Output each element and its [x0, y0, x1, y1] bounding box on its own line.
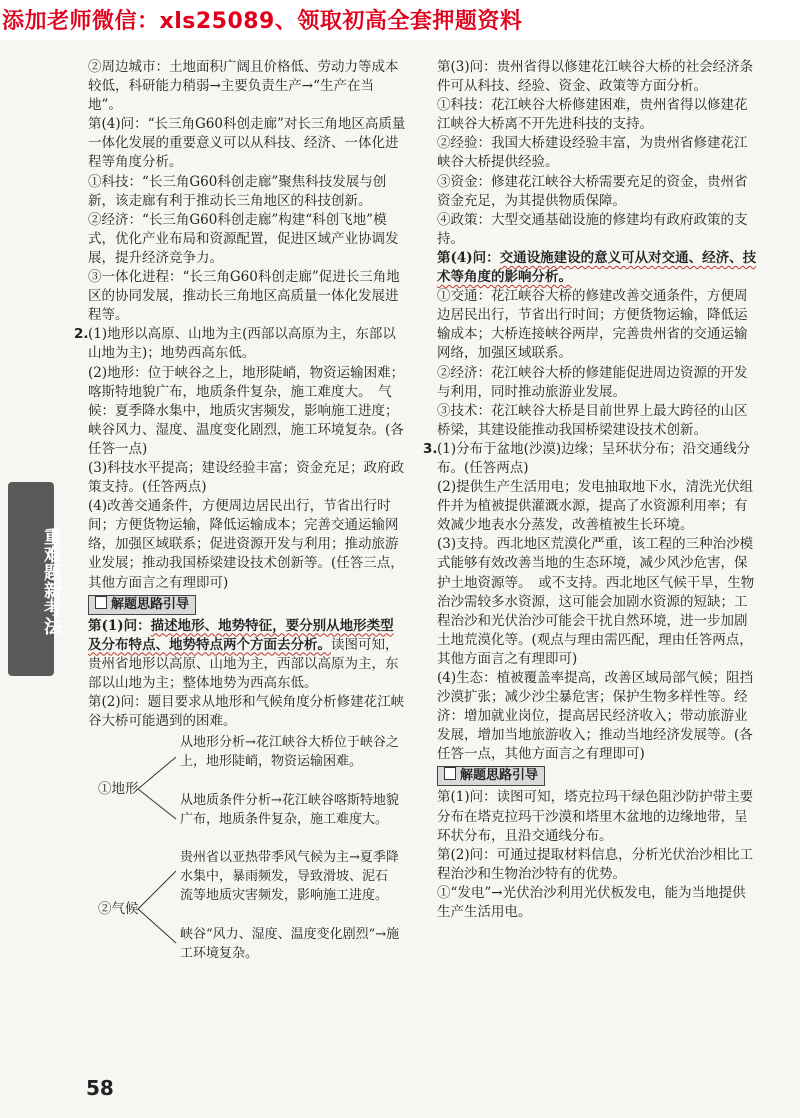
paragraph: ①交通：花江峡谷大桥的修建改善交通条件，方便周边居民出行，节省出行时间；方便货物运输，降低运输成本；大桥连接峡谷两岸，完善贵州省的交通运输网络，加强区域联系。: [437, 288, 748, 362]
paragraph: (2)提供生产生活用电；发电抽取地下水，清洗光伏组件并为植被提供灌溉水源，提高了水资源利用率；有效减少地表水分蒸发，改善植被生长环境。: [437, 479, 754, 534]
answer-2: [74, 325, 406, 363]
paragraph: (2)地形：位于峡谷之上，地形陡峭，物资运输困难；喀斯特地貌广布，地质条件复杂，施工难度大。 气候：夏季降水集中，地质灾害频发，影响施工进度；峡谷风力、湿度、温度变化剧烈，施工环境复杂。(各任答一点): [88, 364, 405, 457]
paragraph: ①科技：“长三角G60科创走廊”聚焦科技发展与创新，该走廊有利于推动长三角地区的科技创新。: [88, 173, 387, 209]
paragraph: [88, 617, 406, 693]
side-tab: [8, 482, 62, 676]
terrain-label: ①地形: [98, 781, 139, 798]
paragraph: ③技术：花江峡谷大桥是目前世界上最大跨径的山区桥梁，其建设能推动我国桥梁建设技术创新。: [437, 402, 748, 438]
paragraph: 第(4)问：“长三角G60科创走廊”对长三角地区高质量一体化发展的重要意义可以从科技、经济、一体化进程等角度分析。: [88, 116, 406, 171]
paragraph: ②经济：花江峡谷大桥的修建能促进周边资源的开发与利用，同时推动旅游业发展。: [437, 364, 748, 400]
terrain-point-1: 从地形分析→花江峡谷大桥位于峡谷之上，地形陡峭，物资运输困难。: [180, 735, 399, 770]
paragraph: (3)支持。西北地区荒漠化严重，该工程的三种治沙模式能够有效改善当地的生态环境，减少风沙危害，保护土地资源等。 或不支持。西北地区气候干旱，生物治沙需较多水资源，这可能会加剧水资源的短缺；工程治沙和光伏治沙可能会干扰自然环境，进一步加剧土地荒漠化等。(观点与理由需匹配，理由任答两点，其他方面言之有理即可): [437, 536, 755, 667]
analysis-diagram: [88, 733, 406, 965]
badge-label: 解题思路引导: [111, 596, 190, 612]
note-icon: [444, 767, 456, 780]
paragraph: 第(2)问：可通过提取材料信息，分析光伏治沙相比工程治沙和生物治沙特有的优势。: [437, 846, 754, 882]
paragraph: ③资金：修建花江峡谷大桥需要充足的资金，贵州省资金充足，为其提供物质保障。: [437, 173, 748, 209]
page-number: 58: [86, 1076, 114, 1100]
guide-badge: [437, 766, 545, 786]
answer-text: (1)地形以高原、山地为主(西部以高原为主，东部以山地为主)；地势西高东低。: [88, 326, 396, 362]
paragraph: ②经验：我国大桥建设经验丰富，为贵州省修建花江峡谷大桥提供经验。: [437, 135, 748, 171]
climate-point-1: 贵州省以亚热带季风气候为主→夏季降水集中，暴雨频发，导致滑坡、泥石流等地质灾害频发，影响施工进度。: [180, 850, 399, 904]
paragraph: (4)生态：植被覆盖率提高，改善区域局部气候；阻挡沙漠扩张；减少沙尘暴危害；保护生物多样性等。经济：增加就业岗位，提高居民经济收入；带动旅游业发展，增加当地旅游收入；推动当地经济发展等。(各任答一点，其他方面言之有理即可): [437, 670, 754, 763]
paragraph: ④政策：大型交通基础设施的修建均有政府政策的支持。: [437, 211, 748, 247]
paragraph: ②经济：“长三角G60科创走廊”构建“科创飞地”模式，优化产业布局和资源配置，促进区域产业协调发展，提升经济竞争力。: [88, 211, 399, 266]
question-number: 3.: [423, 440, 438, 457]
paragraph: 第(1)问：读图可知，塔克拉玛干绿色阻沙防护带主要分布在塔克拉玛干沙漠和塔里木盆地的边缘地带，呈环状分布，且沿交通线分布。: [437, 789, 754, 844]
paragraph: 第(2)问：题目要求从地形和气候角度分析修建花江峡谷大桥可能遇到的困难。: [88, 694, 405, 730]
paragraph-text: 读图可知，贵州省地形以高原、山地为主，西部以高原为主，东部以山地为主；整体地势为西高东低。: [88, 636, 399, 691]
paragraph: ③一体化进程：“长三角G60科创走廊”促进长三角地区的协同发展，推动长三角地区高质量一体化发展进程等。: [88, 269, 400, 324]
right-column: [423, 58, 757, 922]
side-tab-label: 重难题新考法: [41, 527, 62, 635]
terrain-point-2: 从地质条件分析→花江峡谷喀斯特地貌广布，地质条件复杂，施工难度大。: [180, 793, 399, 828]
left-column: [74, 58, 406, 965]
badge-label: 解题思路引导: [460, 768, 539, 784]
paragraph: (3)科技水平提高；建设经验丰富；资金充足；政府政策支持。(任答两点): [88, 459, 405, 496]
banner-text: 添加老师微信：xls25089、领取初高全套押题资料: [2, 9, 523, 34]
top-banner: [0, 0, 800, 40]
paragraph: ②周边城市：土地面积广阔且价格低、劳动力等成本较低，科研能力稍弱→主要负责生产→“生产在当地”。: [88, 59, 399, 114]
question-number: 2.: [74, 326, 89, 343]
climate-label: ②气候: [98, 901, 139, 918]
key-point: 描述地形、地势特征，要分别从地形类型及分布特点、地势特点两个方面去分析。: [88, 617, 394, 653]
answer-3: [423, 440, 757, 478]
guide-badge: [88, 595, 196, 615]
paragraph: [437, 249, 757, 287]
paragraph: (4)改善交通条件，方便周边居民出行，节省出行时间；方便货物运输，降低运输成本；完善交通运输网络，加强区域联系；促进资源开发与利用；推动旅游业发展；推动我国桥梁建设技术创新等。(任答三点，其他方面言之有理即可): [88, 498, 404, 591]
paragraph: ①科技：花江峡谷大桥修建困难，贵州省得以修建花江峡谷大桥离不开先进科技的支持。: [437, 97, 748, 133]
question-label: 第(1)问：: [88, 617, 151, 634]
paragraph: 第(3)问：贵州省得以修建花江峡谷大桥的社会经济条件可从科技、经验、资金、政策等方面分析。: [437, 59, 754, 95]
answer-text: (1)分布于盆地(沙漠)边缘；呈环状分布；沿交通线分布。(任答两点): [437, 440, 751, 476]
key-point: 交通设施建设的意义可从对交通、经济、技术等角度的影响分析。: [437, 249, 757, 286]
question-label: 第(4)问：: [437, 249, 500, 266]
note-icon: [95, 596, 107, 609]
paragraph: ①“发电”→光伏治沙利用光伏板发电，能为当地提供生产生活用电。: [437, 884, 746, 921]
climate-point-2: 峡谷“风力、湿度、温度变化剧烈”→施工环境复杂。: [180, 927, 400, 962]
